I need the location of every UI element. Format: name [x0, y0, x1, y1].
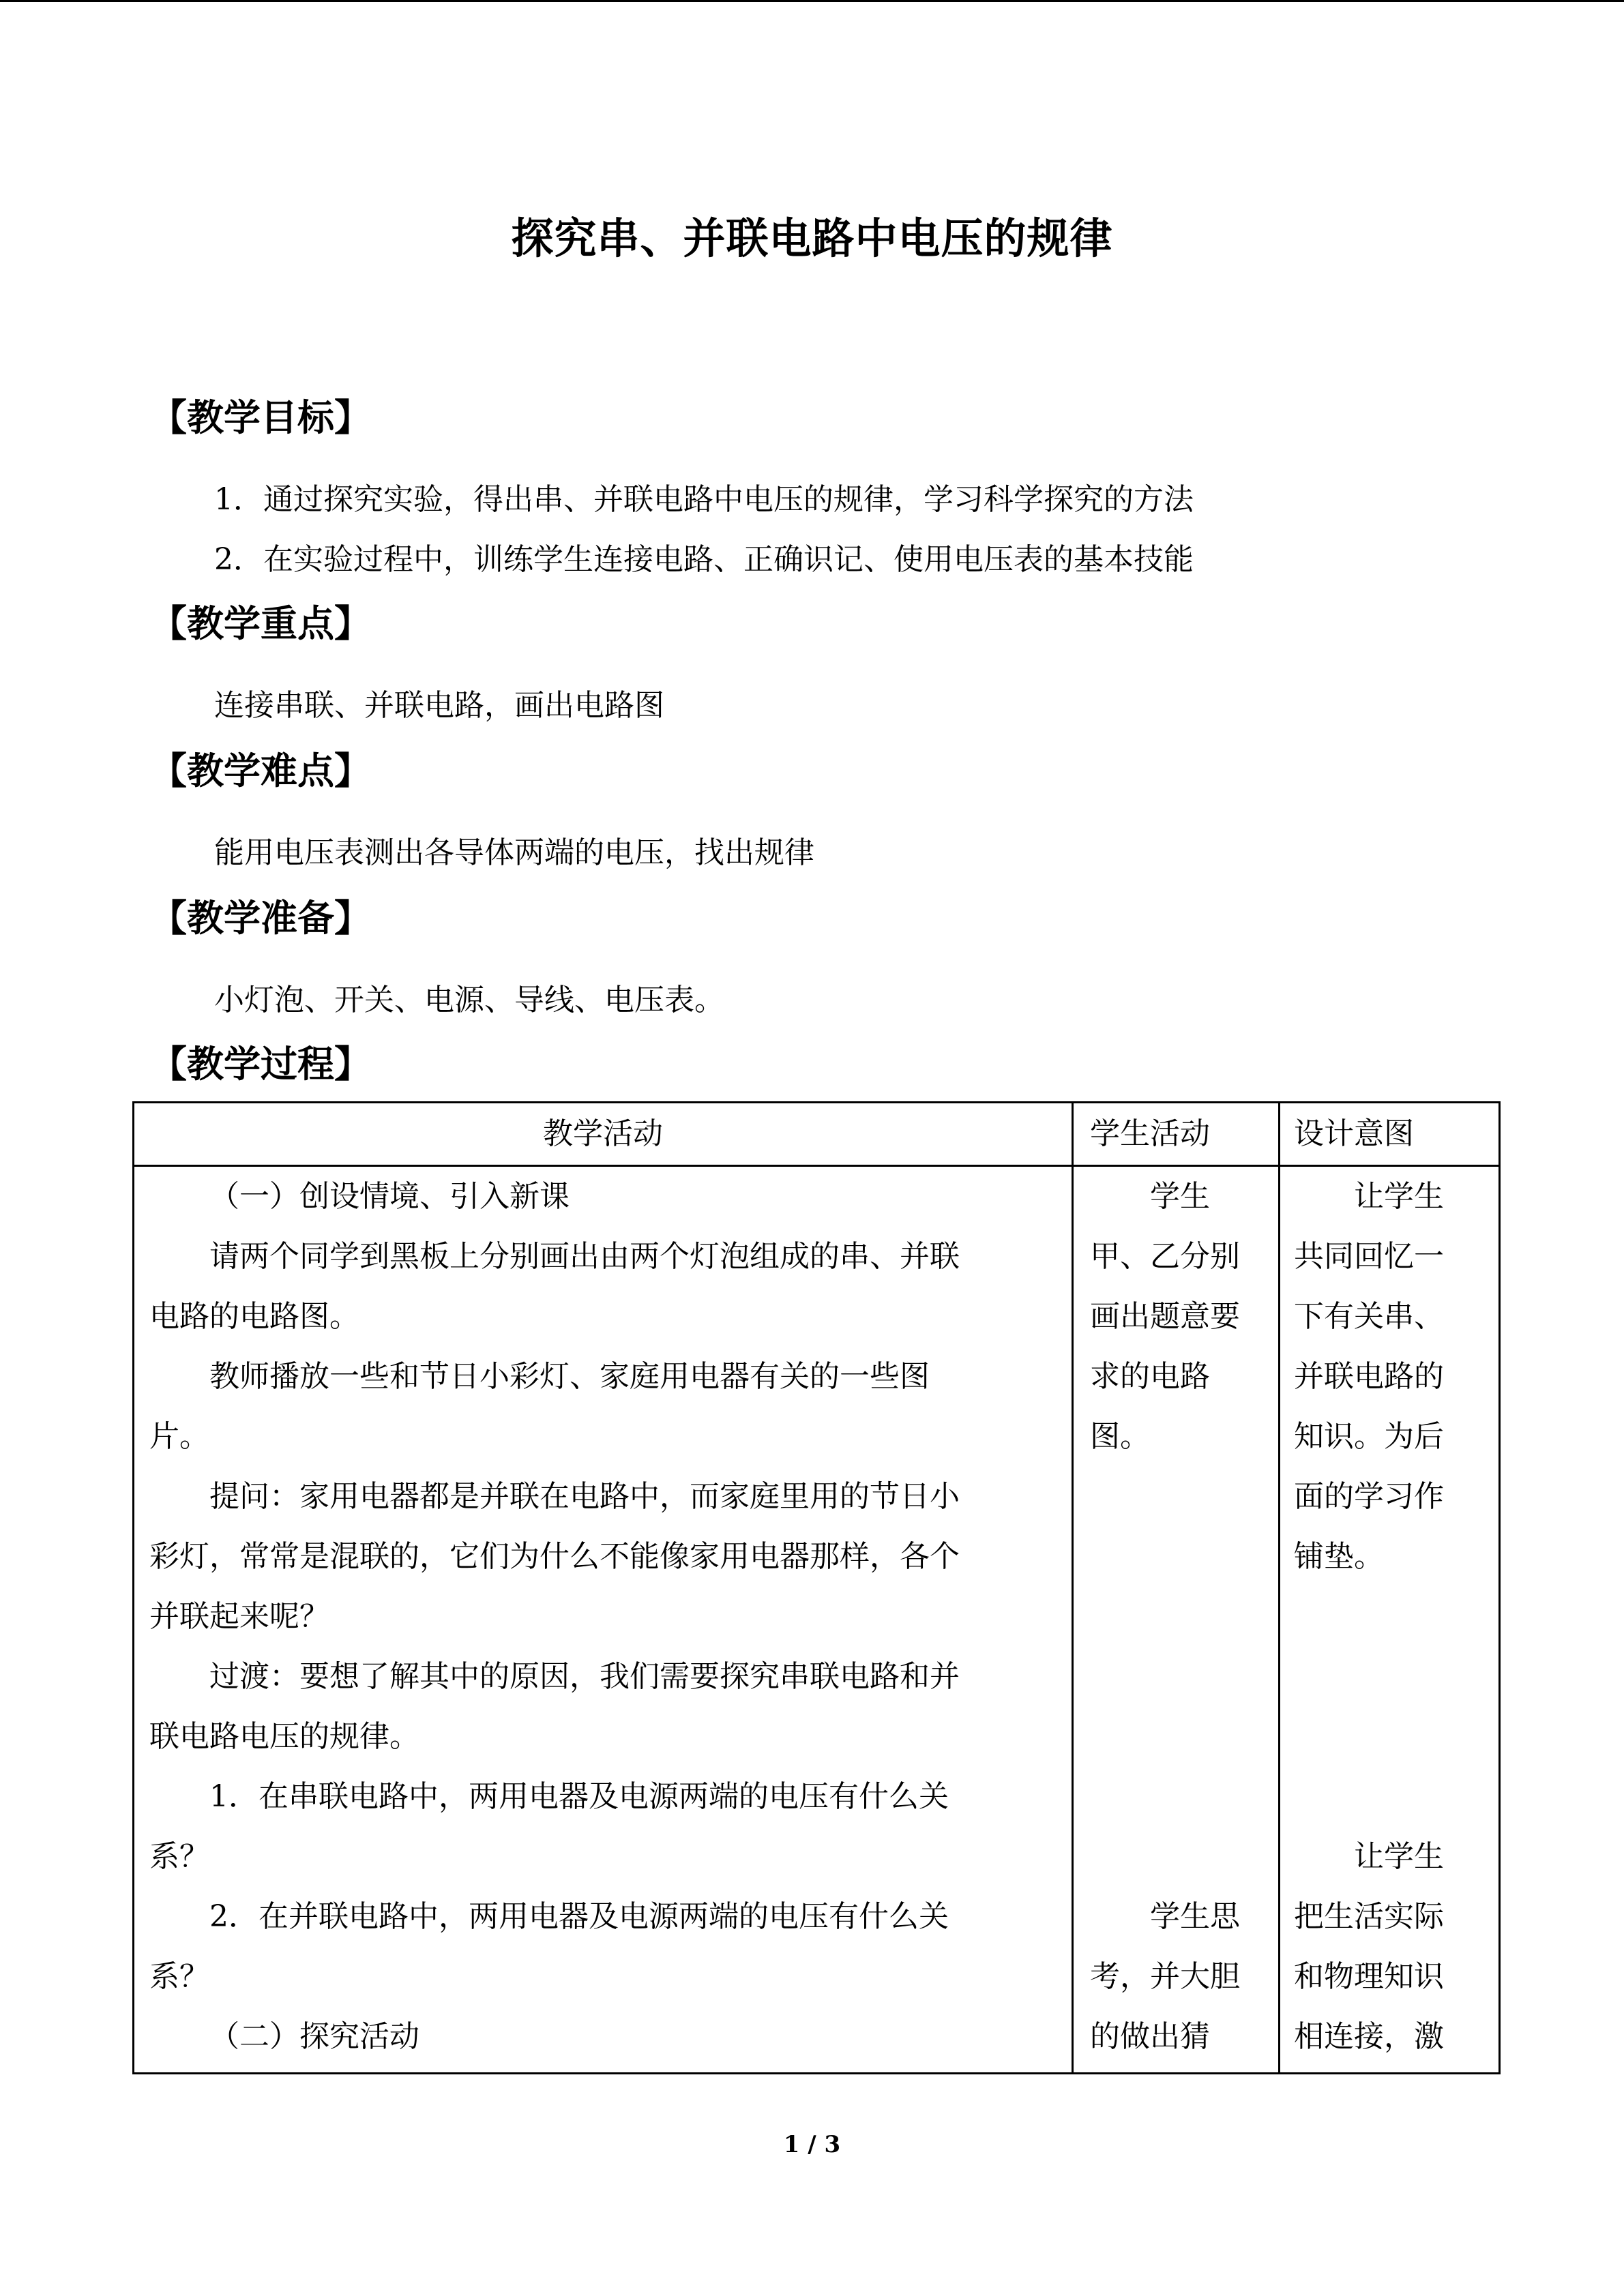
page-number: 1 / 3: [783, 2131, 841, 2158]
teacher-activity-line: 请两个同学到黑板上分别画出由两个灯泡组成的串、并联: [209, 1239, 960, 1274]
student-activity-line: 考，并大胆: [1090, 1959, 1240, 1994]
preparation-text: 小灯泡、开关、电源、导线、电压表。: [214, 983, 724, 1017]
page-title: 探究串、并联电路中电压的规律: [511, 213, 1113, 263]
student-activity-line: 学生思: [1150, 1899, 1240, 1934]
design-intent-lines: [1280, 1167, 1498, 2067]
design-intent-line: 相连接，激: [1294, 2019, 1444, 2054]
teacher-activity-line: 片。: [149, 1419, 209, 1454]
design-intent-line: 让学生: [1354, 1839, 1444, 1874]
design-intent-line: 和物理知识: [1294, 1959, 1444, 1994]
heading-preparation: 【教学准备】: [150, 897, 371, 940]
header-student-activity: [1073, 1103, 1280, 1166]
student-activity-lines: [1074, 1167, 1278, 2067]
teacher-activity-cell: [134, 1166, 1073, 2074]
design-intent-line: [1294, 1767, 1488, 1827]
teacher-activity-line: 系？: [149, 1959, 209, 1994]
student-activity-line: 甲、乙分别: [1090, 1239, 1240, 1274]
design-intent-line: 知识。为后: [1294, 1419, 1444, 1454]
student-activity-line: 图。: [1090, 1419, 1150, 1454]
heading-goals: 【教学目标】: [150, 396, 371, 439]
teacher-activity-line: （一）创设情境、引入新课: [209, 1179, 570, 1214]
teacher-activity-line: 过渡：要想了解其中的原因，我们需要探究串联电路和并: [209, 1659, 960, 1694]
design-intent-line: [1294, 1647, 1488, 1707]
header-design-intent-label: 设计意图: [1294, 1116, 1414, 1151]
goal-item-1: 1．通过探究实验，得出串、并联电路中电压的规律，学习科学探究的方法: [214, 482, 1194, 517]
student-activity-line: [1090, 1707, 1266, 1767]
student-activity-line: 的做出猜: [1090, 2019, 1210, 2054]
heading-process: 【教学过程】: [150, 1043, 371, 1086]
student-activity-cell: [1073, 1166, 1280, 2074]
design-intent-line: 让学生: [1354, 1179, 1444, 1214]
student-activity-line: 画出题意要: [1090, 1299, 1240, 1334]
teacher-activity-line: 联电路电压的规律。: [149, 1719, 419, 1754]
teacher-activity-line: 并联起来呢？: [149, 1599, 329, 1634]
header-student-activity-label: 学生活动: [1090, 1116, 1210, 1151]
header-teacher-activity: 教学活动: [134, 1103, 1073, 1166]
teacher-activity-line: 彩灯，常常是混联的，它们为什么不能像家用电器那样，各个: [149, 1539, 960, 1574]
teacher-activity-line: 1．在串联电路中，两用电器及电源两端的电压有什么关: [209, 1779, 949, 1814]
heading-difficulty: 【教学难点】: [150, 749, 371, 792]
student-activity-line: 学生: [1150, 1179, 1210, 1214]
difficulty-text: 能用电压表测出各导体两端的电压，找出规律: [214, 835, 814, 870]
design-intent-cell: [1280, 1166, 1500, 2074]
design-intent-line: 面的学习作: [1294, 1479, 1444, 1514]
student-activity-line: [1090, 1647, 1266, 1707]
table-header-row: [134, 1103, 1500, 1166]
teacher-activity-line: 2．在并联电路中，两用电器及电源两端的电压有什么关: [209, 1899, 949, 1934]
design-intent-line: [1294, 1707, 1488, 1767]
design-intent-line: 铺垫。: [1294, 1539, 1384, 1574]
goal-item-2: 2．在实验过程中，训练学生连接电路、正确识记、使用电压表的基本技能: [214, 542, 1194, 577]
heading-focus: 【教学重点】: [150, 602, 371, 645]
student-activity-line: 求的电路: [1090, 1359, 1210, 1394]
design-intent-line: 共同回忆一: [1294, 1239, 1444, 1274]
table-row: [134, 1166, 1500, 2074]
design-intent-line: 并联电路的: [1294, 1359, 1444, 1394]
teacher-activity-lines: [134, 1167, 1072, 2067]
design-intent-line: 下有关串、: [1294, 1299, 1444, 1334]
lesson-process-table: [132, 1101, 1501, 2074]
student-activity-line: [1090, 1827, 1266, 1887]
teacher-activity-line: （二）探究活动: [209, 2019, 419, 2054]
student-activity-line: [1090, 1767, 1266, 1827]
header-design-intent: [1280, 1103, 1500, 1166]
student-activity-line: [1090, 1467, 1266, 1527]
top-border: [0, 0, 1624, 2]
student-activity-line: [1090, 1527, 1266, 1587]
teacher-activity-line: 教师播放一些和节日小彩灯、家庭用电器有关的一些图: [209, 1359, 930, 1394]
design-intent-line: 把生活实际: [1294, 1899, 1444, 1934]
teacher-activity-line: 系？: [149, 1839, 209, 1874]
student-activity-line: [1090, 1587, 1266, 1647]
teacher-activity-line: 提问：家用电器都是并联在电路中，而家庭里用的节日小: [209, 1479, 960, 1514]
teacher-activity-line: 电路的电路图。: [149, 1299, 359, 1334]
focus-text: 连接串联、并联电路，画出电路图: [214, 688, 664, 723]
design-intent-line: [1294, 1587, 1488, 1647]
